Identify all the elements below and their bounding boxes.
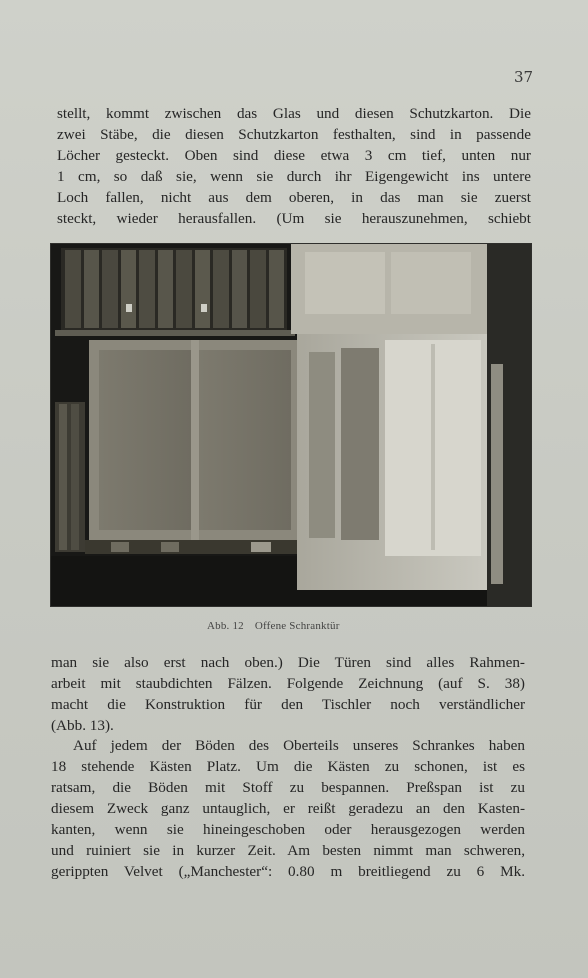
text-line: (Abb. 13).: [51, 717, 114, 734]
text-line: 18 stehende Kästen Platz. Um die Kästen zu schonen, ist es: [51, 758, 525, 775]
paragraph-doors: [51, 652, 525, 736]
paragraph-shelves: [51, 735, 525, 882]
text-line: gerippten Velvet („Manchester“: 0.80 m breitliegend zu 6 Mk.: [51, 863, 525, 880]
text-line: zwei Stäbe, die diesen Schutzkarton festhalten, sind in passende: [57, 126, 531, 143]
closed-door-panel: [89, 340, 301, 540]
figure-photo-open-cabinet-door: [50, 243, 532, 607]
caption-text: Offene Schranktür: [254, 620, 340, 632]
cabinet-photo-illustration: [51, 244, 531, 606]
text-line: kanten, wenn sie hineingeschoben oder herausgezogen werden: [51, 821, 525, 838]
text-line: Auf jedem der Böden des Oberteils unseres Schrankes haben: [73, 737, 525, 754]
book-spines-top-shelf: [61, 248, 287, 330]
text-line: arbeit mit staubdichten Fälzen. Folgende Zeichnung (auf S. 38): [51, 675, 525, 692]
open-door-panel: [291, 244, 491, 590]
text-line: und ruiniert sie in kurzer Zeit. Am besten nimmt man schweren,: [51, 842, 525, 859]
text-line: macht die Konstruktion für den Tischler noch verständlicher: [51, 696, 525, 713]
paragraph-top: [57, 103, 531, 229]
text-line: man sie also erst nach oben.) Die Türen sind alles Rahmen-: [51, 654, 525, 671]
text-line: diesem Zweck ganz untauglich, er reißt geradezu an den Kasten-: [51, 800, 525, 817]
text-line: Löcher gesteckt. Oben sind diese etwa 3 cm tief, unten nur: [57, 147, 531, 164]
page-number: 37: [514, 68, 534, 86]
text-line: ratsam, die Böden mit Stoff zu bespannen. Preßspan ist zu: [51, 779, 525, 796]
figure-caption: [207, 620, 407, 632]
text-line: Loch fallen, nicht aus dem oberen, in das man sie zuerst: [57, 189, 531, 206]
text-line: stellt, kommt zwischen das Glas und diesen Schutzkarton. Die: [57, 105, 531, 122]
text-line: 1 cm, so daß sie, wenn sie durch ihr Eigengewicht ins untere: [57, 168, 531, 185]
text-line: steckt, wieder herausfallen. (Um sie herauszunehmen, schiebt: [57, 210, 531, 227]
caption-number: Abb. 12: [207, 620, 244, 632]
